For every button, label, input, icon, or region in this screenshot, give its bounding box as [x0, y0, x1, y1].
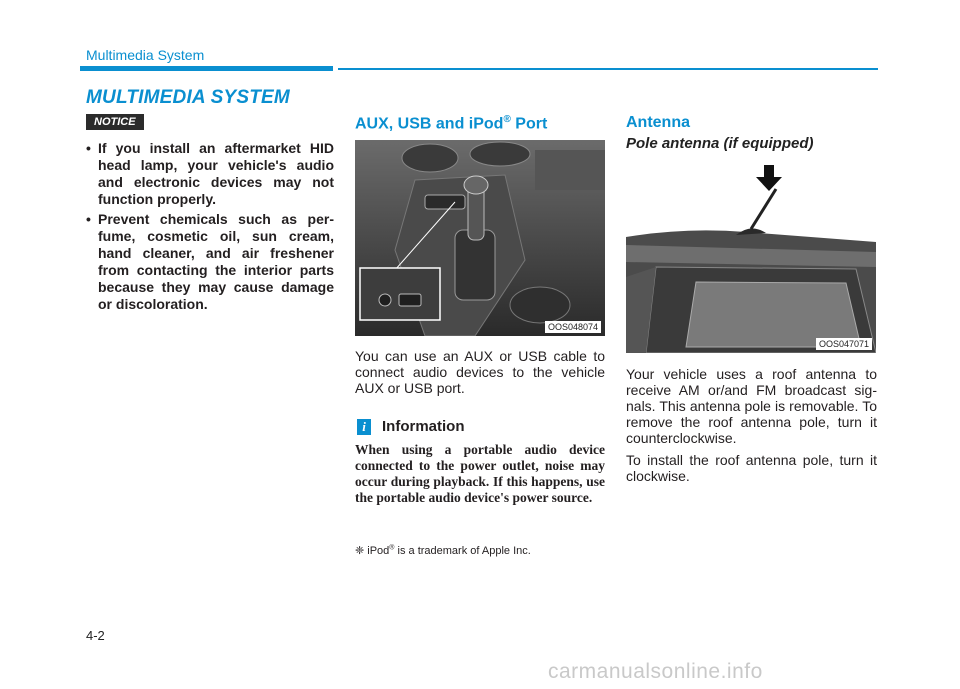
antenna-body-1: Your vehicle uses a roof antenna to receive AM or/and FM broadcast sig-nals. This antenna pole is removable. To remove the roof antenna pole, turn it counterclockwise.	[626, 366, 877, 446]
page-title: MULTIMEDIA SYSTEM	[86, 87, 290, 108]
notice-list	[86, 140, 334, 316]
antenna-figure	[626, 157, 876, 353]
header-rule-thin	[338, 68, 878, 70]
information-icon: i	[357, 419, 371, 435]
header-rule-thick	[80, 66, 333, 71]
figure-code: OOS048074	[545, 321, 601, 333]
watermark: carmanualsonline.info	[548, 660, 763, 683]
center-console-illustration	[355, 140, 605, 336]
figure-code: OOS047071	[816, 338, 872, 350]
information-text: When using a portable audio device connected to the power outlet, noise may occur during playback. If this happens, use the portable audio device's power source.	[355, 442, 605, 505]
antenna-body-2: To install the roof antenna pole, turn it clockwise.	[626, 452, 877, 484]
aux-usb-body: You can use an AUX or USB cable to connect audio devices to the vehicle AUX or USB port.	[355, 348, 605, 396]
page-number: 4-2	[86, 628, 105, 643]
notice-item: • If you install an aftermarket HID head lamp, your vehicle's audio and electronic devices may not function properly.	[86, 140, 334, 208]
roof-antenna-illustration	[626, 157, 876, 353]
notice-badge: NOTICE	[86, 114, 144, 130]
trademark-footnote: ❈ iPod® is a trademark of Apple Inc.	[355, 544, 531, 557]
antenna-heading: Antenna	[626, 114, 690, 131]
pole-antenna-subheading: Pole antenna (if equipped)	[626, 135, 814, 152]
aux-usb-port-figure	[355, 140, 605, 336]
section-header: Multimedia System	[86, 47, 205, 63]
notice-item: • Prevent chemicals such as per-fume, cosmetic oil, sun cream, hand cleaner, and air freshener from contacting the interior parts because they may cause damage or discoloration.	[86, 211, 334, 313]
information-title: Information	[382, 418, 465, 435]
aux-usb-heading: AUX, USB and iPod® Port	[355, 114, 548, 133]
